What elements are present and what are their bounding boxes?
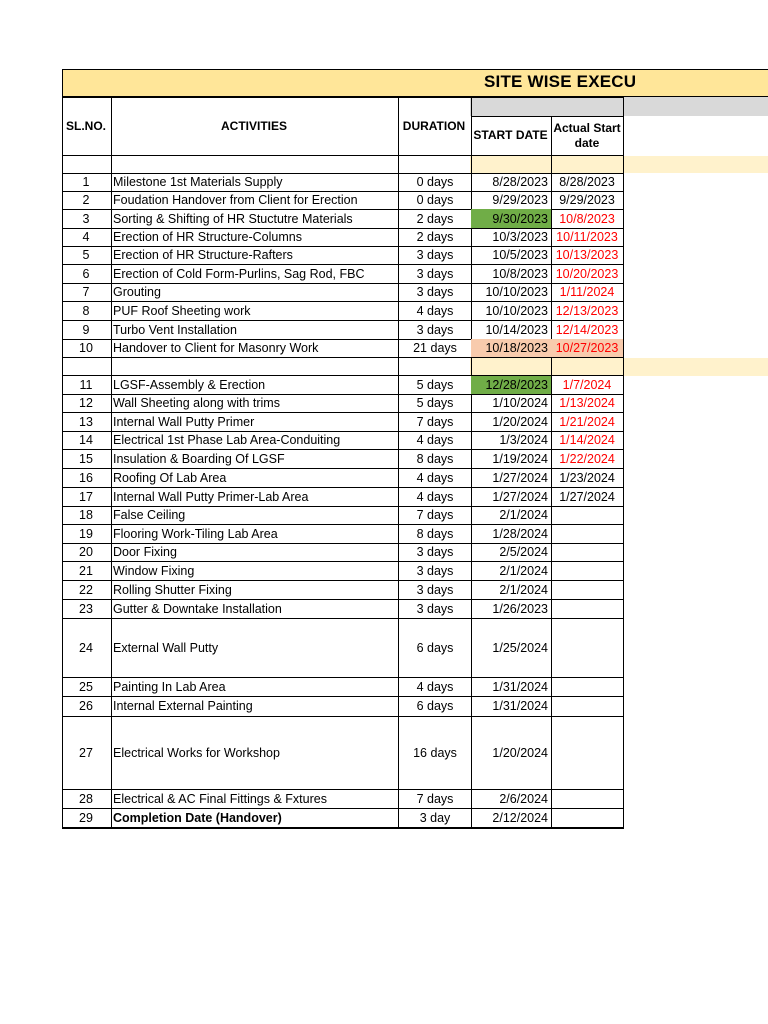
grid-line bbox=[623, 97, 624, 829]
activity-name: Gutter & Downtake Installation bbox=[113, 602, 282, 616]
duration-cell: 3 days bbox=[416, 583, 454, 597]
row-number: 17 bbox=[79, 490, 93, 504]
duration-cell: 2 days bbox=[416, 230, 454, 244]
activity-name: External Wall Putty bbox=[113, 641, 219, 655]
grid-line bbox=[62, 228, 623, 229]
row-number: 24 bbox=[79, 641, 93, 655]
activity-name: Electrical Works for Workshop bbox=[113, 746, 280, 760]
row-number: 19 bbox=[79, 527, 93, 541]
grid-line bbox=[62, 173, 623, 174]
activity-name: Erection of HR Structure-Rafters bbox=[113, 248, 293, 262]
activity-name: Painting In Lab Area bbox=[113, 680, 226, 694]
duration-cell: 3 days bbox=[416, 545, 454, 559]
start-date-cell: 10/3/2023 bbox=[492, 230, 548, 244]
start-date-cell: 2/5/2024 bbox=[499, 545, 548, 559]
grid-line bbox=[62, 789, 623, 790]
header-activities: ACTIVITIES bbox=[220, 119, 287, 133]
row-number: 25 bbox=[79, 680, 93, 694]
start-date-cell: 1/27/2024 bbox=[492, 471, 548, 485]
actual-start-cell: 8/28/2023 bbox=[559, 175, 615, 189]
duration-cell: 5 days bbox=[416, 396, 454, 410]
activity-name: PUF Roof Sheeting work bbox=[113, 304, 251, 318]
duration-cell: 4 days bbox=[416, 490, 454, 504]
actual-start-cell: 1/21/2024 bbox=[559, 415, 615, 429]
activity-name: Internal Wall Putty Primer-Lab Area bbox=[113, 490, 309, 504]
actual-start-cell: 1/23/2024 bbox=[559, 471, 615, 485]
header-slno: SL.NO. bbox=[65, 119, 106, 133]
activity-name: Sorting & Shifting of HR Stuctutre Materials bbox=[113, 212, 353, 226]
grid-line bbox=[62, 677, 623, 678]
actual-start-cell: 9/29/2023 bbox=[559, 193, 615, 207]
row-number: 12 bbox=[79, 396, 93, 410]
header-band bbox=[470, 97, 768, 116]
grid-line bbox=[62, 246, 623, 247]
section-band bbox=[470, 156, 768, 173]
header-start-date: START DATE bbox=[473, 128, 548, 142]
grid-line bbox=[111, 97, 112, 829]
duration-cell: 8 days bbox=[416, 527, 454, 541]
row-number: 20 bbox=[79, 545, 93, 559]
row-number: 16 bbox=[79, 471, 93, 485]
row-number: 27 bbox=[79, 746, 93, 760]
grid-line bbox=[62, 468, 623, 469]
duration-cell: 7 days bbox=[416, 508, 454, 522]
start-date-cell: 2/1/2024 bbox=[499, 564, 548, 578]
start-date-cell: 10/8/2023 bbox=[492, 267, 548, 281]
grid-line bbox=[62, 599, 623, 600]
activity-name: Foudation Handover from Client for Erection bbox=[113, 193, 358, 207]
actual-start-cell: 1/22/2024 bbox=[559, 452, 615, 466]
row-number: 21 bbox=[79, 564, 93, 578]
row-number: 14 bbox=[79, 433, 93, 447]
start-date-cell: 1/27/2024 bbox=[492, 490, 548, 504]
actual-start-cell: 10/11/2023 bbox=[556, 230, 618, 244]
start-date-cell: 10/14/2023 bbox=[485, 323, 548, 337]
duration-cell: 16 days bbox=[413, 746, 457, 760]
activity-name: Electrical 1st Phase Lab Area-Conduiting bbox=[113, 433, 341, 447]
grid-line bbox=[62, 716, 623, 717]
start-date-cell: 10/10/2023 bbox=[485, 285, 548, 299]
duration-cell: 4 days bbox=[416, 433, 454, 447]
actual-start-cell: 10/8/2023 bbox=[559, 212, 615, 226]
duration-cell: 5 days bbox=[416, 378, 454, 392]
activity-name: Roofing Of Lab Area bbox=[113, 471, 227, 485]
duration-cell: 3 days bbox=[416, 267, 454, 281]
row-number: 7 bbox=[82, 285, 90, 299]
row-number: 22 bbox=[79, 583, 93, 597]
duration-cell: 7 days bbox=[416, 415, 454, 429]
start-date-cell: 1/20/2024 bbox=[492, 746, 548, 760]
row-number: 9 bbox=[82, 323, 90, 337]
start-date-cell: 10/5/2023 bbox=[492, 248, 548, 262]
grid-line bbox=[62, 264, 623, 265]
activity-name: Handover to Client for Masonry Work bbox=[113, 341, 319, 355]
activity-name: Wall Sheeting along with trims bbox=[113, 396, 280, 410]
activity-name: Completion Date (Handover) bbox=[113, 811, 282, 825]
activity-name: Window Fixing bbox=[113, 564, 195, 578]
row-number: 5 bbox=[82, 248, 90, 262]
duration-cell: 6 days bbox=[416, 699, 454, 713]
sheet-title: SITE WISE EXECU bbox=[484, 72, 637, 91]
duration-cell: 3 days bbox=[416, 564, 454, 578]
start-date-cell: 9/29/2023 bbox=[492, 193, 548, 207]
duration-cell: 7 days bbox=[416, 792, 454, 806]
activity-name: Door Fixing bbox=[113, 545, 177, 559]
start-date-cell: 2/12/2024 bbox=[492, 811, 548, 825]
start-date-cell: 1/31/2024 bbox=[492, 680, 548, 694]
duration-cell: 8 days bbox=[416, 452, 454, 466]
grid-line bbox=[62, 449, 623, 450]
actual-start-cell: 12/14/2023 bbox=[555, 323, 619, 337]
header-actual-start-2: date bbox=[574, 136, 600, 150]
start-date-cell: 10/18/2023 bbox=[485, 341, 548, 355]
actual-start-cell: 1/14/2024 bbox=[559, 433, 615, 447]
actual-start-cell: 1/13/2024 bbox=[559, 396, 615, 410]
grid-line bbox=[62, 155, 623, 156]
row-number: 2 bbox=[82, 193, 90, 207]
title-bar bbox=[62, 69, 768, 97]
grid-line bbox=[62, 696, 623, 697]
grid-line bbox=[62, 487, 623, 488]
activity-name: Erection of Cold Form-Purlins, Sag Rod, FBC bbox=[113, 267, 365, 281]
actual-start-cell: 1/7/2024 bbox=[562, 378, 612, 392]
grid-line bbox=[62, 618, 623, 619]
row-number: 18 bbox=[79, 508, 93, 522]
grid-line bbox=[62, 431, 623, 432]
duration-cell: 0 days bbox=[416, 193, 454, 207]
duration-cell: 21 days bbox=[413, 341, 457, 355]
activity-name: LGSF-Assembly & Erection bbox=[113, 378, 266, 392]
start-date-cell: 12/28/2023 bbox=[485, 378, 548, 392]
start-date-cell: 1/3/2024 bbox=[499, 433, 548, 447]
row-number: 15 bbox=[79, 452, 93, 466]
duration-cell: 3 days bbox=[416, 323, 454, 337]
grid-line bbox=[62, 283, 623, 284]
grid-line bbox=[62, 506, 623, 507]
grid-line bbox=[62, 412, 623, 413]
activity-name: Internal External Painting bbox=[113, 699, 253, 713]
activity-name: Turbo Vent Installation bbox=[113, 323, 237, 337]
row-number: 3 bbox=[82, 212, 90, 226]
activity-name: Electrical & AC Final Fittings & Fxtures bbox=[113, 792, 327, 806]
grid-line bbox=[62, 320, 623, 321]
start-date-cell: 1/10/2024 bbox=[492, 396, 548, 410]
start-date-cell: 1/19/2024 bbox=[492, 452, 548, 466]
activity-name: Insulation & Boarding Of LGSF bbox=[113, 452, 285, 466]
duration-cell: 2 days bbox=[416, 212, 454, 226]
actual-start-cell: 10/13/2023 bbox=[555, 248, 619, 262]
row-number: 8 bbox=[82, 304, 90, 318]
duration-cell: 4 days bbox=[416, 471, 454, 485]
grid-line bbox=[62, 827, 623, 829]
activity-name: Grouting bbox=[113, 285, 161, 299]
start-date-cell: 1/25/2024 bbox=[492, 641, 548, 655]
grid-line bbox=[62, 524, 623, 525]
start-date-cell: 10/10/2023 bbox=[485, 304, 548, 318]
row-number: 4 bbox=[82, 230, 90, 244]
start-date-cell: 2/1/2024 bbox=[499, 583, 548, 597]
grid-line bbox=[62, 357, 623, 358]
duration-cell: 6 days bbox=[416, 641, 454, 655]
start-date-cell: 1/20/2024 bbox=[492, 415, 548, 429]
start-date-cell: 1/31/2024 bbox=[492, 699, 548, 713]
grid-line bbox=[62, 394, 623, 395]
activity-name: Rolling Shutter Fixing bbox=[113, 583, 232, 597]
duration-cell: 3 days bbox=[416, 285, 454, 299]
grid-line bbox=[62, 808, 623, 809]
duration-cell: 3 days bbox=[416, 248, 454, 262]
activity-name: Internal Wall Putty Primer bbox=[113, 415, 255, 429]
grid-line bbox=[62, 543, 623, 544]
header-actual-start-1: Actual Start bbox=[553, 121, 621, 135]
start-date-cell: 2/6/2024 bbox=[499, 792, 548, 806]
duration-cell: 4 days bbox=[416, 304, 454, 318]
row-number: 13 bbox=[79, 415, 93, 429]
grid-line bbox=[471, 116, 623, 117]
row-number: 29 bbox=[79, 811, 93, 825]
row-number: 6 bbox=[82, 267, 90, 281]
activity-name: Milestone 1st Materials Supply bbox=[113, 175, 283, 189]
row-number: 26 bbox=[79, 699, 93, 713]
start-date-cell: 2/1/2024 bbox=[499, 508, 548, 522]
row-number: 23 bbox=[79, 602, 93, 616]
actual-start-cell: 1/27/2024 bbox=[559, 490, 615, 504]
section-band bbox=[470, 358, 768, 376]
start-date-cell: 1/28/2024 bbox=[492, 527, 548, 541]
start-date-cell: 9/30/2023 bbox=[492, 212, 548, 226]
activity-name: False Ceiling bbox=[113, 508, 186, 522]
start-date-cell: 1/26/2023 bbox=[492, 602, 548, 616]
grid-line bbox=[62, 97, 623, 98]
duration-cell: 4 days bbox=[416, 680, 454, 694]
row-number: 1 bbox=[82, 175, 90, 189]
duration-cell: 0 days bbox=[416, 175, 454, 189]
actual-start-cell: 10/27/2023 bbox=[555, 341, 619, 355]
actual-start-cell: 12/13/2023 bbox=[555, 304, 619, 318]
row-number: 11 bbox=[79, 378, 93, 392]
grid-line bbox=[62, 561, 623, 562]
header-duration: DURATION bbox=[402, 119, 466, 133]
duration-cell: 3 day bbox=[419, 811, 451, 825]
row-number: 10 bbox=[79, 341, 93, 355]
row-number: 28 bbox=[79, 792, 93, 806]
duration-cell: 3 days bbox=[416, 602, 454, 616]
activity-name: Erection of HR Structure-Columns bbox=[113, 230, 302, 244]
grid-line bbox=[62, 580, 623, 581]
start-date-cell: 8/28/2023 bbox=[492, 175, 548, 189]
grid-line bbox=[62, 191, 623, 192]
grid-line bbox=[62, 301, 623, 302]
actual-start-cell: 1/11/2024 bbox=[559, 285, 615, 299]
activity-name: Flooring Work-Tiling Lab Area bbox=[113, 527, 278, 541]
actual-start-cell: 10/20/2023 bbox=[555, 267, 619, 281]
